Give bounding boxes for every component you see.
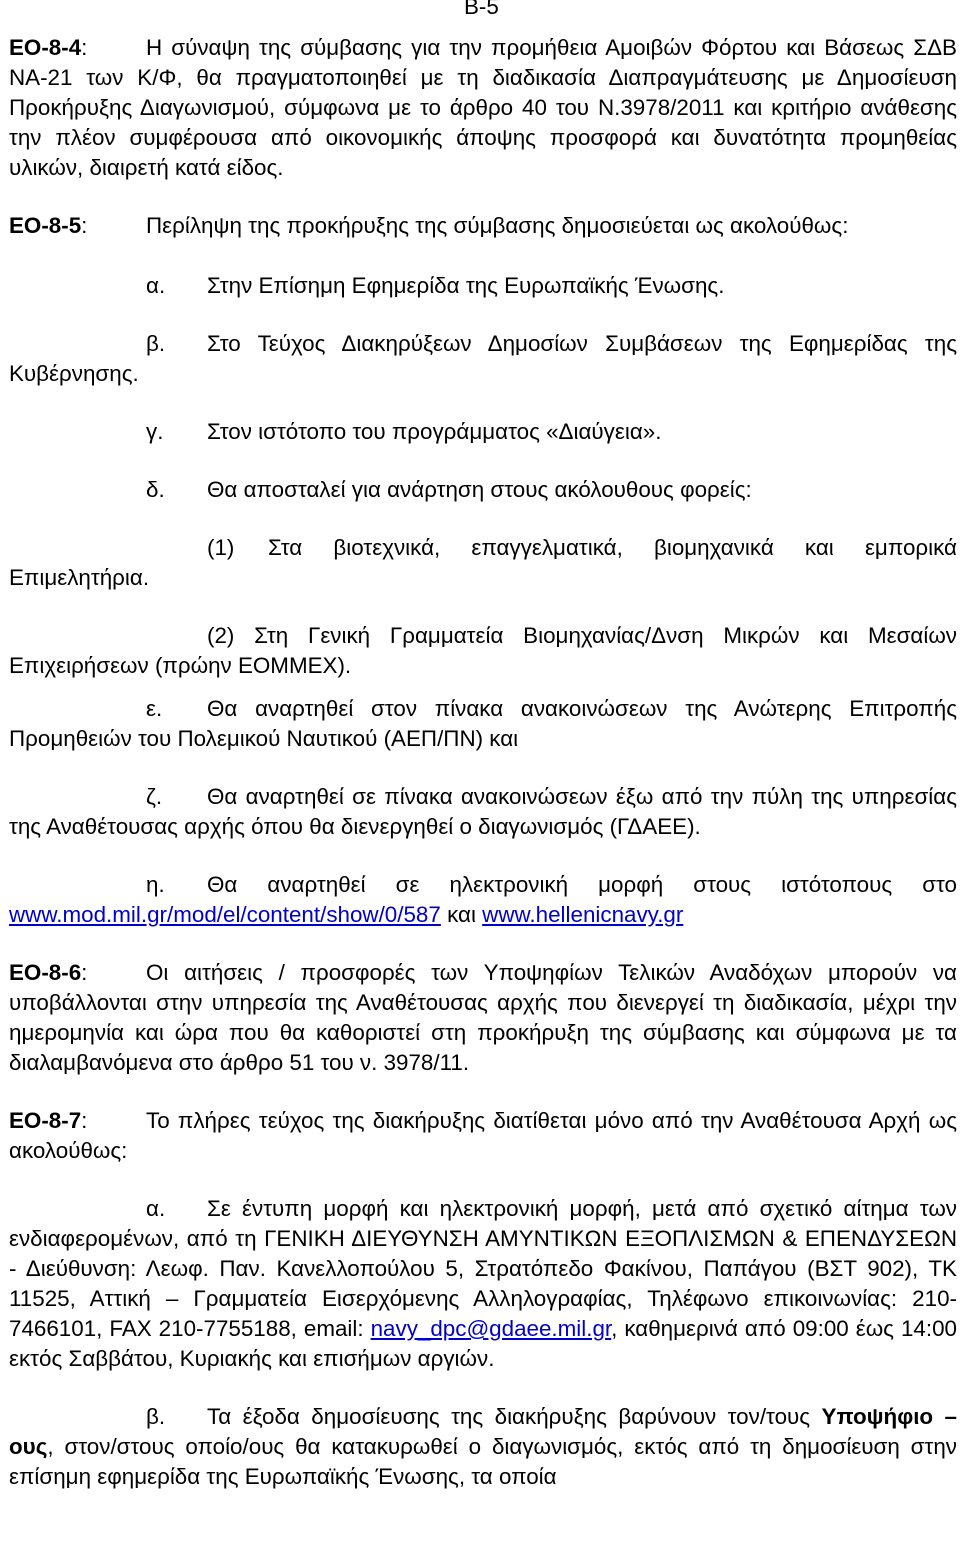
hellenicnavy-link[interactable]: www.hellenicnavy.gr	[482, 902, 684, 927]
list-item: α. Σε έντυπη μορφή και ηλεκτρονική μορφή, μετά από σχετικό αίτημα των ενδιαφερομένων, από τη ΓΕΝΙΚΗ ΔΙΕΥΘΥΝΣΗ ΑΜΥΝΤΙΚΩΝ ΕΞΟΠΛΙΣΜΩΝ & ΕΠΕΝΔΥΣΕΩΝ - Διεύθυνση: Λεωφ. Παν. Κανελλοπούλου 5, Στρατόπεδο Φακίνου, Παπάγου (ΒΣΤ 902), ΤΚ 11525, Αττική – Γραμματεία Εισερχόμενης Αλληλογραφίας, Τηλέφωνο επικοινωνίας: 210-7466101, FAX 210-7755188, email: navy_dpc@gdaee.mil.gr, καθημερινά από 09:00 έως 14:00 εκτός Σαββάτου, Κυριακής και επισήμων αργιών.	[9, 1196, 957, 1371]
section-eo-8-6	[9, 958, 957, 1078]
page-number: B-5	[464, 0, 499, 19]
list-item: ε. Θα αναρτηθεί στον πίνακα ανακοινώσεων της Ανώτερης Επιτροπής Προμηθειών του Πολεμικού Ναυτικού (ΑΕΠ/ΠΝ) και	[9, 696, 957, 751]
list-item: α. Στην Επίσημη Εφημερίδα της Ευρωπαϊκής Ένωσης.	[146, 273, 725, 298]
list-item: ζ. Θα αναρτηθεί σε πίνακα ανακοινώσεων έξω από την πύλη της υπηρεσίας της Αναθέτουσας αρχής όπου θα διενεργηθεί ο διαγωνισμός (ΓΔΑΕΕ).	[9, 784, 957, 839]
list-item: β. Τα έξοδα δημοσίευσης της διακήρυξης βαρύνουν τον/τους Υποψήφιο – ους, στον/στους οποίο/ους θα κατακυρωθεί ο διαγωνισμός, εκτός από τη δημοσίευση στην επίσημη εφημερίδα της Ευρωπαϊκής Ένωσης, τα οποία	[9, 1404, 957, 1489]
list-item: β. Στο Τεύχος Διακηρύξεων Δημοσίων Συμβάσεων της Εφημερίδας της Κυβέρνησης.	[9, 331, 957, 386]
section-label: ΕΟ-8-7:	[9, 1108, 88, 1133]
document-body	[9, 33, 957, 1492]
mod-link[interactable]: www.mod.mil.gr/mod/el/content/show/0/587	[9, 902, 441, 927]
section-text: Η σύναψη της σύμβασης για την προμήθεια Αμοιβών Φόρτου και Βάσεως ΣΔΒ ΝΑ-21 των Κ/Φ, θα πραγματοποιηθεί με τη διαδικασία Διαπραγμάτευσης με Δημοσίευση Προκήρυξης Διαγωνισμού, σύμφωνα με το άρθρο 40 του Ν.3978/2011 και κριτήριο ανάθεσης την πλέον συμφέρουσα από οικονομικής άποψης προσφορά και δυνατότητα προμηθείας υλικών, διαιρετή κατά είδος.	[9, 35, 957, 180]
email-link[interactable]: navy_dpc@gdaee.mil.gr	[370, 1316, 612, 1341]
section-eo-8-7	[9, 1106, 957, 1166]
list-item: (1) Στα βιοτεχνικά, επαγγελματικά, βιομηχανικά και εμπορικά Επιμελητήρια.	[9, 535, 957, 590]
section-text: Το πλήρες τεύχος της διακήρυξης διατίθεται μόνο από την Αναθέτουσα Αρχή ως ακολούθως:	[9, 1108, 957, 1163]
section-label: ΕΟ-8-5:	[9, 213, 88, 238]
section-text: Περίληψη της προκήρυξης της σύμβασης δημοσιεύεται ως ακολούθως:	[146, 213, 849, 238]
list-item: δ. Θα αποσταλεί για ανάρτηση στους ακόλουθους φορείς:	[146, 477, 752, 502]
section-text: Οι αιτήσεις / προσφορές των Υποψηφίων Τελικών Αναδόχων μπορούν να υποβάλλονται στην υπηρεσία της Αναθέτουσας αρχής που διενεργεί τη διαδικασία, μέχρι την ημερομηνία και ώρα που θα καθοριστεί στη προκήρυξη της σύμβασης και σύμφωνα με τα διαλαμβανόμενα στο άρθρο 51 του ν. 3978/11.	[9, 960, 957, 1075]
section-eo-8-5	[9, 211, 957, 241]
list-item: η. Θα αναρτηθεί σε ηλεκτρονική μορφή στους ιστότοπους στο www.mod.mil.gr/mod/el/content/show/0/587 και www.hellenicnavy.gr	[9, 872, 957, 927]
section-label: ΕΟ-8-6:	[9, 960, 88, 985]
list-item: γ. Στον ιστότοπο του προγράμματος «Διαύγεια».	[146, 419, 662, 444]
section-eo-8-4	[9, 33, 957, 183]
section-label: ΕΟ-8-4:	[9, 35, 88, 60]
list-item: (2) Στη Γενική Γραμματεία Βιομηχανίας/Δνση Μικρών και Μεσαίων Επιχειρήσεων (πρώην ΕΟΜΜΕΧ).	[9, 623, 957, 678]
